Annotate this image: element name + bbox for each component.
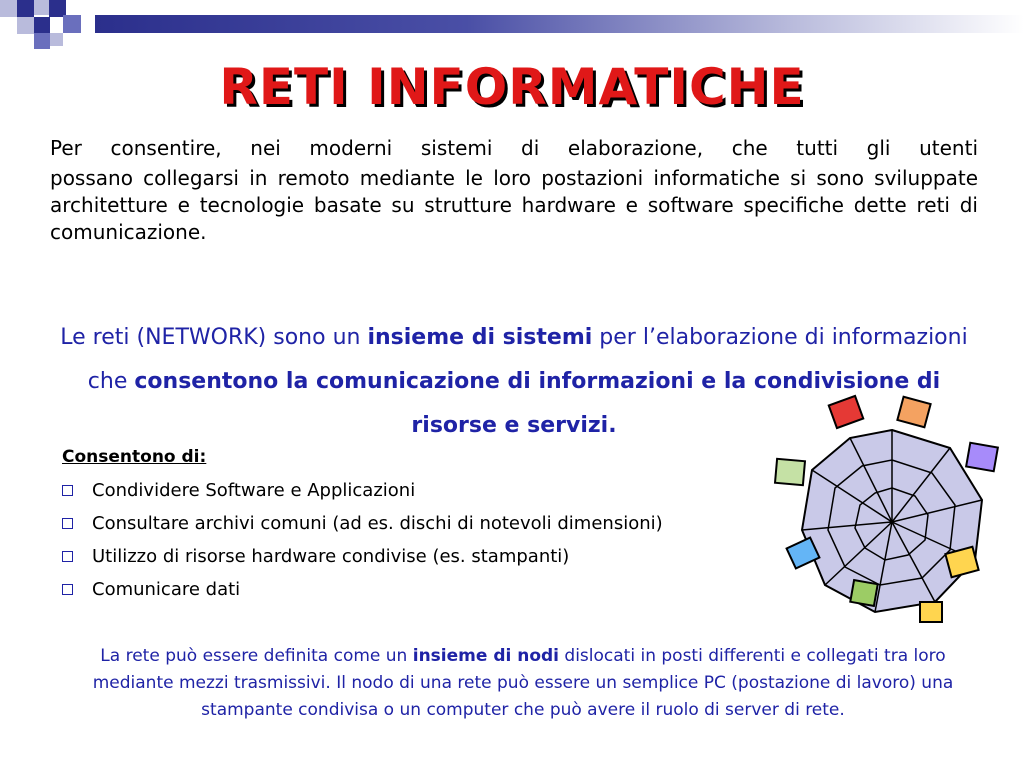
network-text-1: Le reti (NETWORK) sono un	[60, 325, 368, 350]
computer-network-web-icon	[770, 390, 1015, 635]
note-text-2: dislocati in posti differenti e collegati tra loro mediante mezzi trasmissivi. Il nodo di una rete può essere un semplice PC (postazione di lavoro) una stampante condivisa o un computer che può avere il ruolo di server di rete.	[92, 646, 954, 720]
note-text-1: La rete può essere definita come un	[100, 646, 413, 666]
intro-text: possano collegarsi in remoto mediante le loro postazioni informatiche si sono sviluppate architetture e tecnologie basate su strutture hardware e software specifiche dette reti di comunicazione.	[50, 166, 978, 244]
network-bold-2: consentono la comunicazione di informazioni e la condivisione di risorse e servizi.	[134, 369, 941, 438]
list-item: Consultare archivi comuni (ad es. dischi di notevoli dimensioni)	[62, 507, 663, 540]
consent-list	[62, 474, 663, 606]
corner-square	[34, 0, 49, 15]
list-item: Condividere Software e Applicazioni	[62, 474, 663, 507]
intro-paragraph	[50, 132, 978, 246]
list-item: Comunicare dati	[62, 573, 663, 606]
corner-square	[17, 0, 34, 17]
corner-square	[17, 17, 34, 34]
corner-square	[34, 17, 50, 33]
list-item: Utilizzo di risorse hardware condivise (es. stampanti)	[62, 540, 663, 573]
note-bold: insieme di nodi	[412, 646, 560, 666]
corner-square	[0, 0, 17, 17]
intro-line-1: Per consentire, nei moderni sistemi di elaborazione, che tutti gli utenti	[50, 136, 978, 160]
node-definition-note	[88, 643, 958, 724]
bullet-square-icon	[62, 551, 73, 562]
network-bold-1: insieme di sistemi	[367, 325, 593, 350]
bullet-square-icon	[62, 485, 73, 496]
header-gradient-bar	[95, 15, 1024, 33]
corner-square	[50, 33, 63, 46]
corner-square	[63, 15, 81, 33]
consent-heading: Consentono di:	[62, 447, 207, 467]
network-text-2: per l’elaborazione di informazioni che	[87, 325, 968, 394]
page-title: RETI INFORMATICHE	[219, 58, 805, 116]
corner-square	[34, 33, 50, 49]
bullet-square-icon	[62, 584, 73, 595]
bullet-square-icon	[62, 518, 73, 529]
